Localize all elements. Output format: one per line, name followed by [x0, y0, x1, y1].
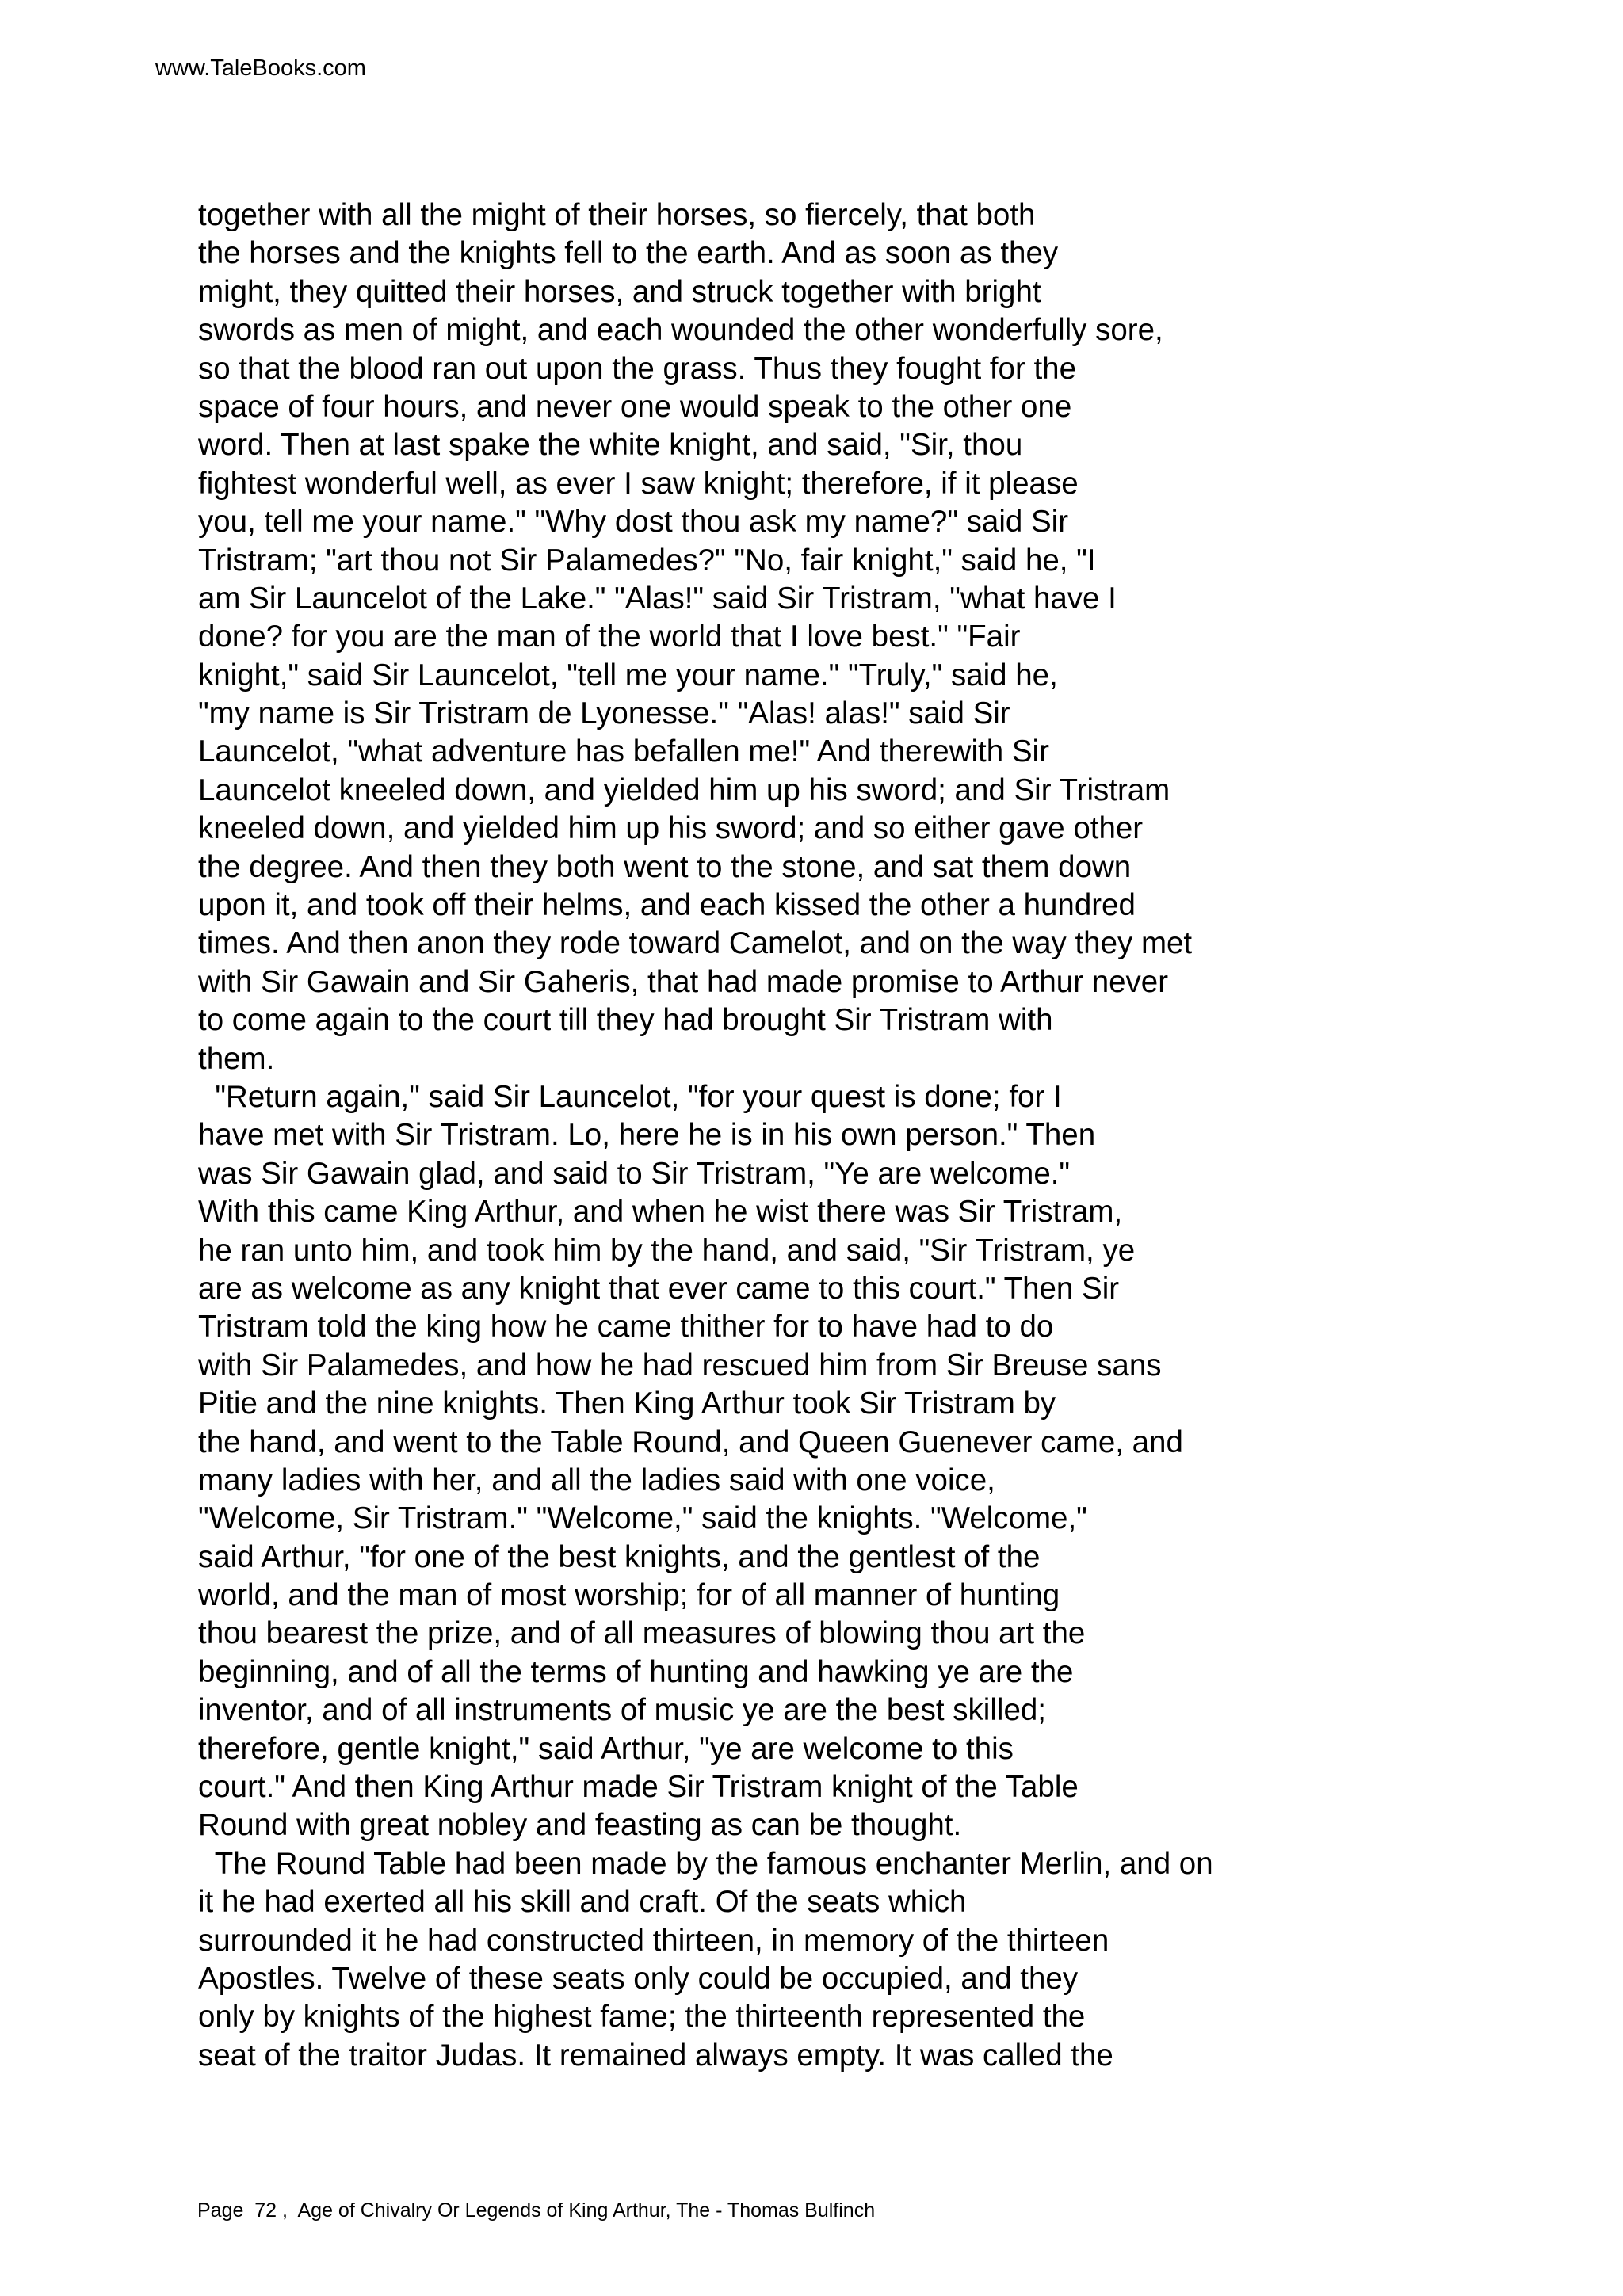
text-line: together with all the might of their horses, so fiercely, that both: [198, 198, 1036, 232]
text-line: times. And then anon they rode toward Camelot, and on the way they met: [198, 926, 1193, 961]
body-text: [198, 196, 1545, 2075]
text-line: many ladies with her, and all the ladies said with one voice,: [198, 1463, 995, 1497]
text-line: space of four hours, and never one would speak to the other one: [198, 389, 1072, 424]
text-line: seat of the traitor Judas. It remained always empty. It was called the: [198, 2038, 1113, 2073]
text-line: swords as men of might, and each wounded the other wonderfully sore,: [198, 313, 1163, 348]
text-line: he ran unto him, and took him by the hand, and said, "Sir Tristram, ye: [198, 1233, 1136, 1268]
text-line: fightest wonderful well, as ever I saw knight; therefore, if it please: [198, 466, 1079, 501]
text-line: done? for you are the man of the world that I love best." "Fair: [198, 620, 1021, 654]
text-line: The Round Table had been made by the famous enchanter Merlin, and on: [198, 1846, 1213, 1881]
text-line: court." And then King Arthur made Sir Tristram knight of the Table: [198, 1770, 1079, 1805]
text-line: With this came King Arthur, and when he wist there was Sir Tristram,: [198, 1195, 1123, 1230]
text-line: said Arthur, "for one of the best knights, and the gentlest of the: [198, 1539, 1041, 1574]
site-header: www.TaleBooks.com: [155, 55, 366, 81]
text-line: only by knights of the highest fame; the thirteenth represented the: [198, 2000, 1086, 2035]
text-line: Launcelot, "what adventure has befallen me!" And therewith Sir: [198, 734, 1049, 769]
text-line: word. Then at last spake the white knight, and said, "Sir, thou: [198, 428, 1023, 463]
text-line: therefore, gentle knight," said Arthur, "ye are welcome to this: [198, 1731, 1014, 1766]
text-line: might, they quitted their horses, and struck together with bright: [198, 274, 1041, 309]
page-footer: Page 72 , Age of Chivalry Or Legends of King Arthur, The - Thomas Bulfinch: [197, 2199, 876, 2222]
text-line: the horses and the knights fell to the earth. And as soon as they: [198, 236, 1059, 271]
text-line: surrounded it he had constructed thirteen, in memory of the thirteen: [198, 1923, 1109, 1958]
text-line: Tristram; "art thou not Sir Palamedes?" "No, fair knight," said he, "I: [198, 543, 1096, 578]
text-line: with Sir Palamedes, and how he had rescued him from Sir Breuse sans: [198, 1348, 1162, 1383]
text-line: am Sir Launcelot of the Lake." "Alas!" said Sir Tristram, "what have I: [198, 581, 1117, 616]
text-line: the degree. And then they both went to the stone, and sat them down: [198, 849, 1132, 884]
text-line: Pitie and the nine knights. Then King Arthur took Sir Tristram by: [198, 1386, 1056, 1421]
text-line: have met with Sir Tristram. Lo, here he is in his own person." Then: [198, 1118, 1096, 1153]
text-line: Apostles. Twelve of these seats only could be occupied, and they: [198, 1961, 1079, 1996]
text-line: Launcelot kneeled down, and yielded him up his sword; and Sir Tristram: [198, 772, 1170, 807]
text-line: are as welcome as any knight that ever came to this court." Then Sir: [198, 1271, 1120, 1306]
text-line: so that the blood ran out upon the grass. Thus they fought for the: [198, 351, 1076, 386]
text-line: world, and the man of most worship; for of all manner of hunting: [198, 1578, 1060, 1613]
text-line: with Sir Gawain and Sir Gaheris, that had made promise to Arthur never: [198, 964, 1169, 999]
text-line: the hand, and went to the Table Round, and Queen Guenever came, and: [198, 1425, 1183, 1459]
text-line: knight," said Sir Launcelot, "tell me your name." "Truly," said he,: [198, 658, 1058, 692]
text-line: "my name is Sir Tristram de Lyonesse." "Alas! alas!" said Sir: [198, 696, 1010, 731]
text-line: inventor, and of all instruments of music ye are the best skilled;: [198, 1693, 1046, 1728]
text-line: thou bearest the prize, and of all measures of blowing thou art the: [198, 1616, 1086, 1651]
text-line: "Return again," said Sir Launcelot, "for your quest is done; for I: [198, 1079, 1062, 1114]
text-line: beginning, and of all the terms of hunting and hawking ye are the: [198, 1654, 1074, 1689]
text-line: Tristram told the king how he came thither for to have had to do: [198, 1310, 1054, 1344]
text-line: kneeled down, and yielded him up his sword; and so either gave other: [198, 811, 1144, 846]
text-line: you, tell me your name." "Why dost thou ask my name?" said Sir: [198, 505, 1069, 540]
text-line: Round with great nobley and feasting as can be thought.: [198, 1808, 962, 1843]
text-line: it he had exerted all his skill and craft. Of the seats which: [198, 1885, 967, 1920]
text-line: them.: [198, 1041, 275, 1076]
text-line: was Sir Gawain glad, and said to Sir Tristram, "Ye are welcome.": [198, 1156, 1071, 1191]
text-line: upon it, and took off their helms, and each kissed the other a hundred: [198, 888, 1136, 923]
text-line: to come again to the court till they had brought Sir Tristram with: [198, 1003, 1053, 1038]
text-line: "Welcome, Sir Tristram." "Welcome," said the knights. "Welcome,": [198, 1501, 1087, 1536]
